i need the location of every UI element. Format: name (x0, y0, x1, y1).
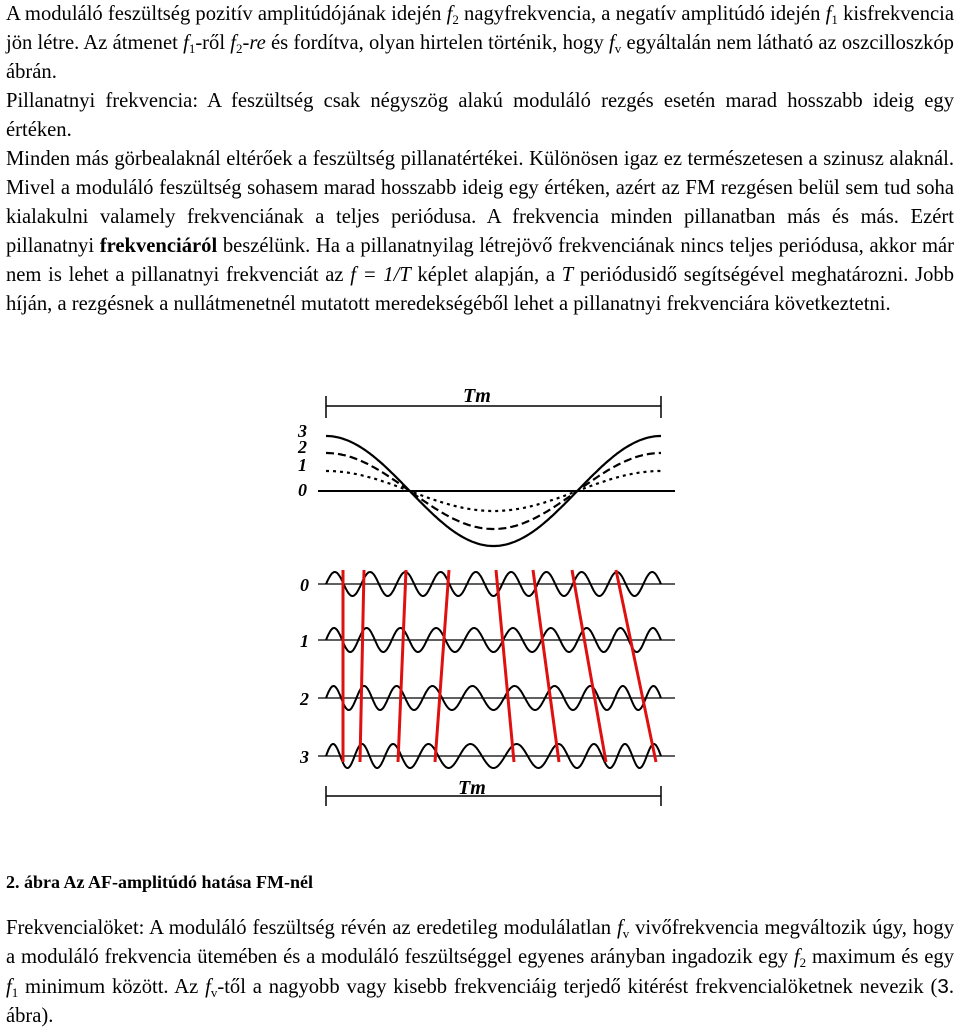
bottom-level-label-3: 3 (300, 747, 309, 767)
top-tm-label: Tm (463, 385, 491, 407)
document-bottom (6, 914, 954, 1031)
zero-crossing-marker-2 (360, 570, 364, 762)
fm-figure-svg (286, 384, 686, 844)
bottom-tm-label: Tm (458, 777, 486, 799)
figure-caption: 2. ábra Az AF-amplitúdó hatása FM-nél (6, 872, 314, 892)
bottom-level-label-2: 2 (300, 689, 309, 709)
fm-amplitude-figure (286, 384, 686, 844)
fm-waves-panel (299, 570, 675, 806)
modulating-waves-panel (297, 385, 675, 546)
paragraph-frequency-deviation: Frekvencialöket: A moduláló feszültség révén az eredetileg modulálatlan $f_v$ vivőfrekvencia megváltozik úgy, hogy a moduláló frekvencia ütemében és a moduláló feszültséggel egyenes arányban ingadozik egy $f_2$ maximum és egy $f_1$ minimum között. Az $f_v$-től a nagyobb vagy kisebb frekvenciáig terjedő kitérést frekvencialöketnek nevezik (3. ábra). (6, 917, 955, 1027)
bottom-level-label-0: 0 (300, 575, 309, 595)
top-level-label-1: 1 (298, 455, 307, 475)
top-level-label-0: 0 (298, 480, 307, 500)
paragraph-instantaneous-frequency: Pillanatnyi frekvencia: A feszültség csak négyszög alakú moduláló rezgés esetén marad hosszabb ideig egy értéken. (6, 90, 954, 141)
document-page (6, 0, 954, 319)
zero-crossing-marker-6 (533, 570, 559, 762)
paragraph-instantaneous-detail: Minden más görbealaknál eltérőek a feszültség pillanatértékei. Különösen igaz ez természetesen a szinusz alaknál. Mivel a moduláló feszültség sohasem marad hosszabb ideig egy értéken, azért az FM rezgésen belül sem tud soha kialakulni valamely frekvenciának a teljes periódusa. A frekvencia minden pillanatban más és más. Ezért pillanatnyi frekvenciáról beszélünk. Ha a pillanatnyilag létrejövő frekvenciának nincs teljes periódusa, akkor már nem is lehet a pillanatnyi frekvenciát az f = 1/T képlet alapján, a T periódusidő segítségével meghatározni. Jobb híján, a rezgésnek a nullátmenetnél mutatott meredekségéből lehet a pillanatnyi frekvenciára következtetni. (6, 148, 954, 315)
zero-crossing-marker-8 (616, 570, 656, 762)
zero-crossing-marker-4 (435, 570, 449, 762)
zero-crossing-marker-5 (496, 570, 514, 762)
top-level-label-2: 2 (298, 437, 307, 457)
zero-crossing-marker-3 (398, 570, 406, 762)
paragraph-modulation: A moduláló feszültség pozitív amplitúdójának idején $f_2$ nagyfrekvencia, a negatív amplitúdó idején $f_1$ kisfrekvencia jön létre. Az átmenet $f_1$-ről $f_2-re$ és fordítva, olyan hirtelen történik, hogy $f_v$ egyáltalán nem látható az oszcilloszkóp ábrán. (6, 3, 955, 83)
zero-crossing-marker-7 (572, 570, 606, 762)
top-level-label-3: 3 (298, 421, 307, 441)
bottom-level-label-1: 1 (300, 631, 309, 651)
